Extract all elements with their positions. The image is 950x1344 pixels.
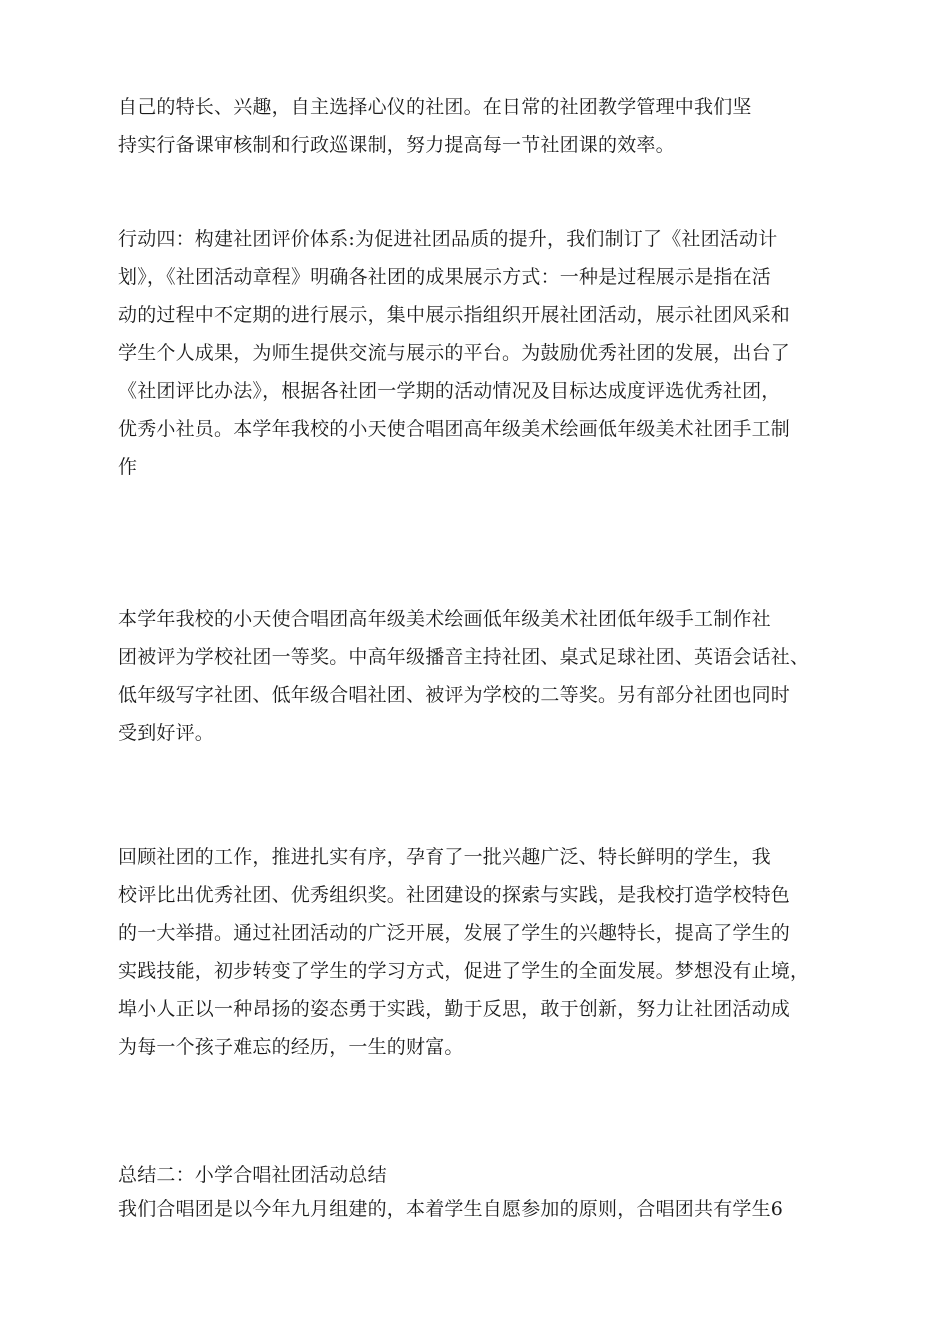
text-line: 回顾社团的工作，推进扎实有序，孕育了一批兴趣广泛、特长鲜明的学生，我: [118, 846, 771, 868]
text-line: 团被评为学校社团一等奖。中高年级播音主持社团、桌式足球社团、英语会话社、: [118, 646, 810, 668]
text-line: 为每一个孩子难忘的经历，一生的财富。: [118, 1036, 464, 1058]
paragraph-4: [118, 838, 838, 1066]
text-line: 校评比出优秀社团、优秀组织奖。社团建设的探索与实践，是我校打造学校特色: [118, 884, 791, 906]
text-line: 划》，《社团活动章程》明确各社团的成果展示方式：一种是过程展示是指在活: [118, 266, 772, 288]
text-line: 学生个人成果，为师生提供交流与展示的平台。为鼓励优秀社团的发展，出台了: [118, 342, 791, 364]
text-line: 行动四：构建社团评价体系:为促进社团品质的提升，我们制订了《社团活动计: [118, 228, 778, 250]
text-line: 低年级写字社团、低年级合唱社团、被评为学校的二等奖。另有部分社团也同时: [118, 684, 791, 706]
paragraph-2: [118, 220, 838, 486]
text-line: 动的过程中不定期的进行展示，集中展示指组织开展社团活动，展示社团风采和: [118, 304, 791, 326]
text-line: 本学年我校的小天使合唱团高年级美术绘画低年级美术社团低年级手工制作社: [118, 608, 771, 630]
text-line: 受到好评。: [118, 722, 215, 744]
paragraph-5: [118, 1158, 838, 1226]
paragraph-3: [118, 600, 838, 752]
section-heading: 总结二：小学合唱社团活动总结: [118, 1164, 387, 1186]
text-line: 优秀小社员。本学年我校的小天使合唱团高年级美术绘画低年级美术社团手工制: [118, 418, 791, 440]
text-line: 埠小人正以一种昂扬的姿态勇于实践，勤于反思，敢于创新，努力让社团活动成: [118, 998, 791, 1020]
text-line: 的一大举措。通过社团活动的广泛开展，发展了学生的兴趣特长，提高了学生的: [118, 922, 791, 944]
text-line: 持实行备课审核制和行政巡课制，努力提高每一节社团课的效率。: [118, 134, 675, 156]
text-line: 实践技能，初步转变了学生的学习方式，促进了学生的全面发展。梦想没有止境，: [118, 960, 810, 982]
text-line: 自己的特长、兴趣，自主选择心仪的社团。在日常的社团教学管理中我们坚: [118, 96, 752, 118]
text-line: 《社团评比办法》，根据各社团一学期的活动情况及目标达成度评选优秀社团，: [118, 380, 781, 402]
paragraph-1: [118, 88, 838, 164]
text-line: 我们合唱团是以今年九月组建的，本着学生自愿参加的原则，合唱团共有学生6: [118, 1198, 784, 1220]
text-line: 作: [118, 456, 138, 478]
